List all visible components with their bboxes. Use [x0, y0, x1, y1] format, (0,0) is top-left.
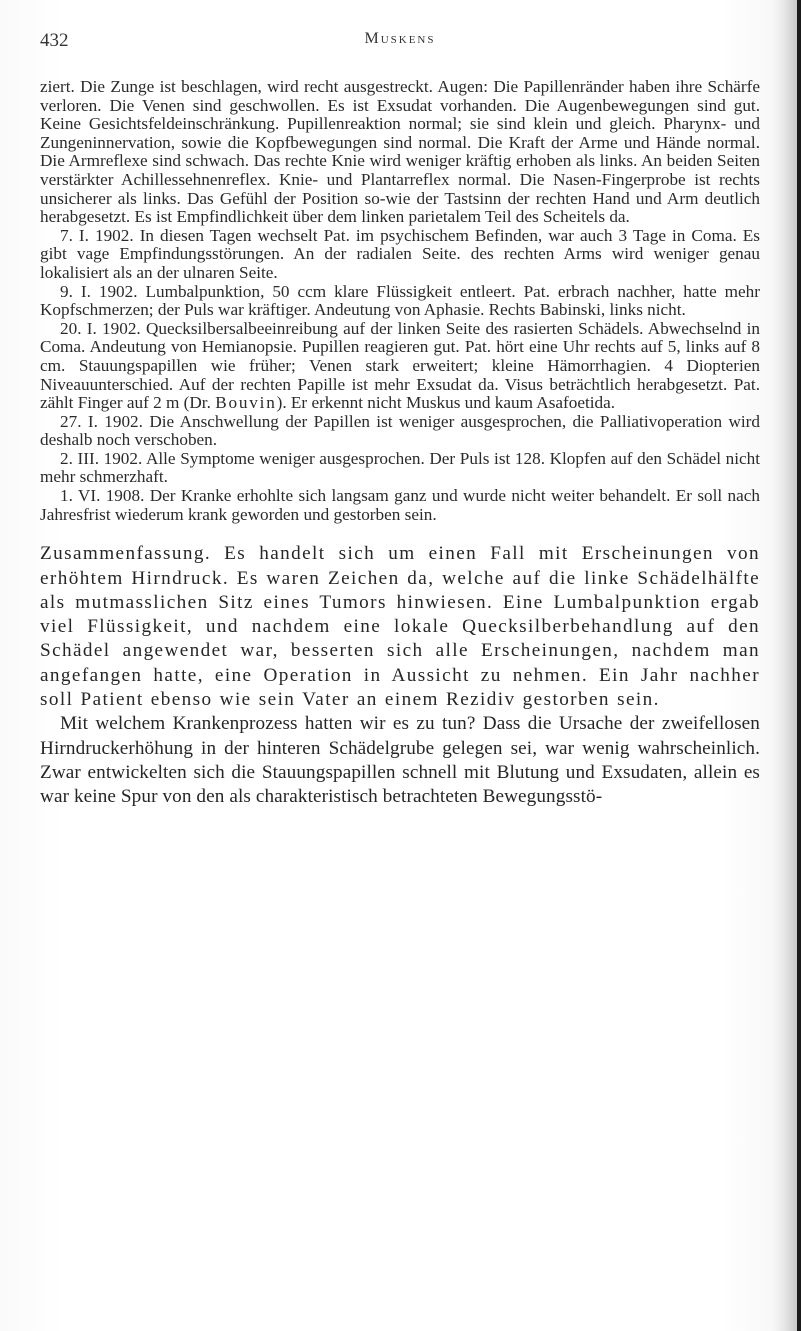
case-entry-20-jan-text-a: 20. I. 1902. Quecksilbersalbeeinreibung auf der linken Seite des rasierten Schädels. Abwechselnd in Coma. Andeutung von Hemianopsie. Pupillen reagieren gut. Pat. hört eine Uhr rechts auf 5, links auf 8 cm. Stauungspapillen wie früher; Venen stark erweitert; kleine Hämorrhagien. 4 Diopterien Niveauunterschied. Auf der rechten Papille ist mehr Exsudat da. Visus beträchtlich herabgesetzt. Pat. zählt Finger auf 2 m (Dr.: [40, 318, 760, 413]
case-entry-1-jun: 1. VI. 1908. Der Kranke erhohlte sich langsam ganz und wurde nicht weiter behandelt. Er soll nach Jahresfrist wiederum krank geworden und gestorben sein.: [40, 486, 760, 524]
binding-edge: [797, 0, 801, 1331]
case-entry-7-jan: 7. I. 1902. In diesen Tagen wechselt Pat. im psychischem Befinden, war auch 3 Tage in Coma. Es gibt vage Empfindungsstörungen. An der radialen Seite. des rechten Arms wird weniger genau lokalisiert als an der ulnaren Seite.: [40, 225, 760, 282]
summary-paragraph: Zusammenfassung. Es handelt sich um einen Fall mit Erscheinungen von erhöhtem Hirndruck. Es waren Zeichen da, welche auf die linke Schädelhälfte als mutmasslichen Sitz eines Tumors hinwiesen. Eine Lumbalpunktion ergab viel Flüssigkeit, und nachdem eine lokale Quecksilberbehandlung auf den Schädel angewendet war, besserten sich alle Erscheinungen, nachdem man angefangen hatte, eine Operation in Aussicht zu nehmen. Ein Jahr nachher soll Patient ebenso wie sein Vater an einem Rezidiv gestorben sein.: [40, 543, 760, 711]
discussion-paragraph: Mit welchem Krankenprozess hatten wir es zu tun? Dass die Ursache der zweifellosen Hirndruckerhöhung in der hinteren Schädelgrube gelegen sei, war wenig wahrscheinlich. Zwar entwickelten sich die Stauungspapillen schnell mit Blutung und Exsudaten, allein es war keine Spur von den als charakteristisch betrachteten Bewegungsstö-: [40, 713, 760, 808]
case-entry-9-jan: 9. I. 1902. Lumbalpunktion, 50 ccm klare Flüssigkeit entleert. Pat. erbrach nachher, hatte mehr Kopfschmerzen; der Puls war kräftiger. Andeutung von Aphasie. Rechts Babinski, links nicht.: [40, 281, 760, 320]
summary-section: [40, 542, 760, 809]
case-entry-27-jan: 27. I. 1902. Die Anschwellung der Papillen ist weniger ausgesprochen, die Palliativoperation wird deshalb noch verschoben.: [40, 411, 760, 450]
case-entry-20-jan: [40, 320, 760, 413]
page-content: [40, 78, 760, 810]
running-head: Muskens: [364, 30, 436, 47]
page-header: [40, 30, 760, 54]
case-paragraph-continued: ziert. Die Zunge ist beschlagen, wird recht ausgestreckt. Augen: Die Papillenränder haben ihre Schärfe verloren. Die Venen sind geschwollen. Es ist Exsudat vorhanden. Die Augenbewegungen sind gut. Keine Gesichtsfeldeinschränkung. Pupillenreaktion normal; sie sind klein und gleich. Pharynx- und Zungeninnervation, sowie die Kopfbewegungen sind normal. Die Kraft der Arme und Hände normal. Die Armreflexe sind schwach. Das rechte Knie wird weniger kräftig erhoben als links. An beiden Seiten verstärkter Achillessehnenreflex. Knie- und Plantarreflex normal. Die Nasen-Fingerprobe ist rechts unsicherer als links. Das Gefühl der Position so-wie der Tastsinn der rechten Hand und Arm deutlich herabgesetzt. Es ist Empfindlichkeit über dem linken parietalem Teil des Scheitels da.: [40, 77, 760, 227]
person-name-bouvin: Bouvin: [215, 393, 277, 413]
case-entry-2-mar: 2. III. 1902. Alle Symptome weniger ausgesprochen. Der Puls ist 128. Klopfen auf den Schädel nicht mehr schmerzhaft.: [40, 448, 760, 487]
case-entry-20-jan-text-b: ). Er erkennt nicht Muskus und kaum Asafoetida.: [276, 393, 616, 413]
page-number: 432: [40, 30, 69, 51]
case-notes: [40, 78, 760, 524]
